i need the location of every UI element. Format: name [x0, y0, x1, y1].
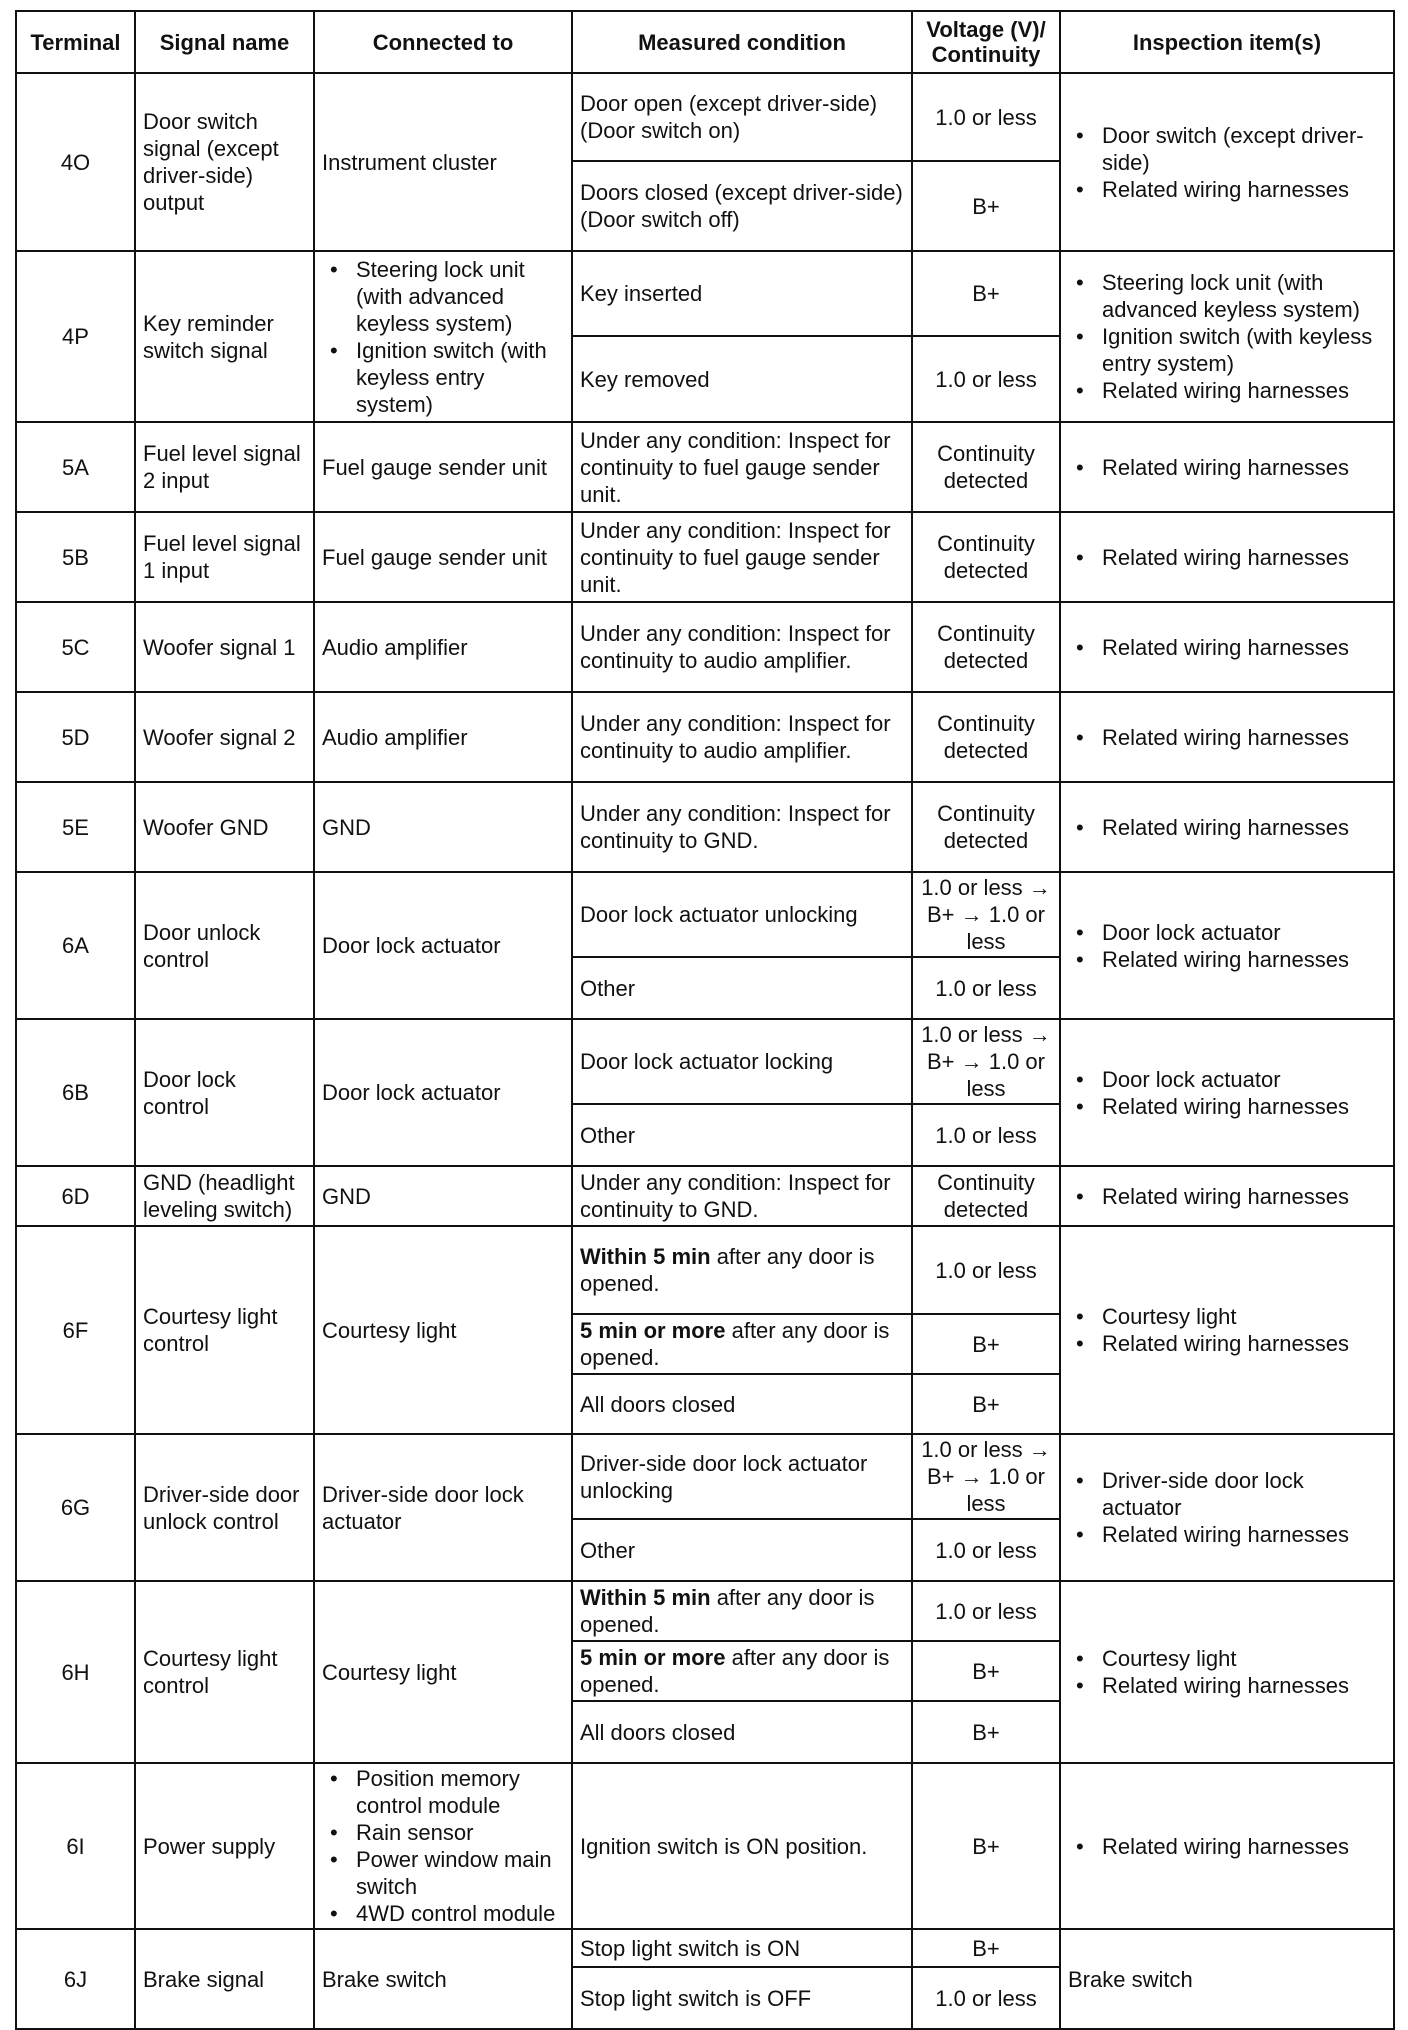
condition-bold: 5 min or more [580, 1645, 726, 1670]
measured-condition-cell [572, 1581, 912, 1641]
table-row [16, 1929, 1394, 1967]
terminal-cell: 4O [16, 73, 135, 251]
connected-to-cell: Courtesy light [314, 1226, 572, 1434]
condition-text: Under any condition: Inspect for continuity to GND. [580, 1170, 891, 1222]
inspection-item: • Related wiring harnesses [1102, 1093, 1386, 1120]
connected-to-cell: Courtesy light [314, 1581, 572, 1763]
voltage-cell: B+ [912, 1374, 1060, 1434]
voltage-cell: Continuity detected [912, 422, 1060, 512]
signal-name-cell: Fuel level signal 1 input [135, 512, 314, 602]
connected-to-cell: Door lock actuator [314, 872, 572, 1019]
voltage-cell: 1.0 or less [912, 957, 1060, 1019]
inspection-list [1068, 724, 1386, 751]
signal-name-cell: Courtesy light control [135, 1581, 314, 1763]
measured-condition-cell [572, 1434, 912, 1519]
measured-condition-cell [572, 161, 912, 251]
table-row [16, 1226, 1394, 1314]
header-measured-condition: Measured condition [572, 11, 912, 73]
terminal-cell: 4P [16, 251, 135, 422]
inspection-cell [1060, 1226, 1394, 1434]
table-row [16, 1763, 1394, 1929]
measured-condition-cell [572, 1967, 912, 2029]
condition-text: Stop light switch is ON [580, 1935, 801, 1961]
measured-condition-cell [572, 73, 912, 161]
table-row [16, 1019, 1394, 1104]
voltage-cell: 1.0 or less [912, 1967, 1060, 2029]
signal-name-cell: Woofer signal 1 [135, 602, 314, 692]
inspection-item: • Courtesy light [1102, 1645, 1386, 1672]
terminal-cell: 6D [16, 1166, 135, 1226]
voltage-cell: Continuity detected [912, 602, 1060, 692]
inspection-item: • Related wiring harnesses [1102, 1521, 1386, 1548]
condition-bold: 5 min or more [580, 1318, 726, 1343]
inspection-cell [1060, 1434, 1394, 1581]
signal-name-cell: Key reminder switch signal [135, 251, 314, 422]
inspection-item: • Related wiring harnesses [1102, 814, 1386, 841]
inspection-list [1068, 1066, 1386, 1120]
condition-text: after any door is opened. [580, 1585, 875, 1637]
measured-condition-cell [572, 1641, 912, 1701]
terminal-cell: 6G [16, 1434, 135, 1581]
inspection-cell [1060, 782, 1394, 872]
terminal-cell: 6I [16, 1763, 135, 1929]
condition-text: Ignition switch is ON position. [580, 1833, 868, 1859]
condition-bold: Within 5 min [580, 1585, 711, 1610]
voltage-cell: B+ [912, 1641, 1060, 1701]
terminal-cell: 6B [16, 1019, 135, 1166]
connected-to-cell: GND [314, 1166, 572, 1226]
inspection-cell [1060, 422, 1394, 512]
signal-name-cell: Driver-side door unlock control [135, 1434, 314, 1581]
voltage-cell: Continuity detected [912, 692, 1060, 782]
measured-condition-cell [572, 1226, 912, 1314]
inspection-item: • Related wiring harnesses [1102, 1672, 1386, 1699]
measured-condition-cell [572, 1314, 912, 1374]
condition-text: Driver-side door lock actuator unlocking [580, 1450, 868, 1503]
voltage-cell: B+ [912, 1763, 1060, 1929]
condition-text: Under any condition: Inspect for continuity to fuel gauge sender unit. [580, 427, 891, 507]
condition-text: Stop light switch is OFF [580, 1985, 812, 2011]
measured-condition-cell [572, 1104, 912, 1166]
measured-condition-cell [572, 1166, 912, 1226]
signal-name-cell: Fuel level signal 2 input [135, 422, 314, 512]
connected-to-cell: Fuel gauge sender unit [314, 512, 572, 602]
table-row [16, 73, 1394, 161]
condition-text: Other [580, 1122, 636, 1148]
header-terminal: Terminal [16, 11, 135, 73]
voltage-cell: 1.0 or less → B+ → 1.0 or less [912, 872, 1060, 957]
inspection-cell [1060, 602, 1394, 692]
inspection-cell: Brake switch [1060, 1929, 1394, 2029]
condition-text: All doors closed [580, 1719, 736, 1745]
condition-bold: Within 5 min [580, 1244, 711, 1269]
terminal-cell: 5D [16, 692, 135, 782]
voltage-cell: 1.0 or less [912, 73, 1060, 161]
inspection-list [1068, 1303, 1386, 1357]
inspection-cell [1060, 512, 1394, 602]
signal-name-cell: Woofer signal 2 [135, 692, 314, 782]
connected-to-cell: Audio amplifier [314, 602, 572, 692]
condition-text: Under any condition: Inspect for continuity to audio amplifier. [580, 621, 891, 673]
condition-text: Door open (except driver-side) (Door switch on) [580, 91, 878, 143]
inspection-item: • Steering lock unit (with advanced keyless system) [1102, 269, 1386, 323]
connected-to-list [322, 256, 564, 418]
table-row [16, 251, 1394, 336]
measured-condition-cell [572, 512, 912, 602]
inspection-list [1068, 269, 1386, 404]
voltage-cell: B+ [912, 1314, 1060, 1374]
connected-to-cell: Brake switch [314, 1929, 572, 2029]
inspection-item: • Door switch (except driver-side) [1102, 122, 1386, 176]
inspection-item: • Related wiring harnesses [1102, 377, 1386, 404]
condition-text: Under any condition: Inspect for continuity to audio amplifier. [580, 711, 891, 763]
measured-condition-cell [572, 336, 912, 422]
connected-to-item: • Steering lock unit (with advanced keyless system) [356, 256, 564, 337]
terminal-cell: 5C [16, 602, 135, 692]
connected-to-item: • 4WD control module [356, 1900, 564, 1927]
measured-condition-cell [572, 422, 912, 512]
condition-text: All doors closed [580, 1391, 736, 1417]
inspection-list [1068, 122, 1386, 203]
signal-name-cell: Door switch signal (except driver-side) output [135, 73, 314, 251]
inspection-item: • Related wiring harnesses [1102, 1833, 1386, 1860]
connected-to-item: • Rain sensor [356, 1819, 564, 1846]
header-inspection-items: Inspection item(s) [1060, 11, 1394, 73]
table-row [16, 1434, 1394, 1519]
voltage-cell: B+ [912, 1929, 1060, 1967]
signal-name-cell: GND (headlight leveling switch) [135, 1166, 314, 1226]
measured-condition-cell [572, 251, 912, 336]
voltage-cell: 1.0 or less → B+ → 1.0 or less [912, 1019, 1060, 1104]
voltage-cell: Continuity detected [912, 1166, 1060, 1226]
signal-name-cell: Power supply [135, 1763, 314, 1929]
connected-to-cell: Door lock actuator [314, 1019, 572, 1166]
inspection-cell [1060, 1581, 1394, 1763]
terminal-cell: 5A [16, 422, 135, 512]
header-voltage-continuity: Voltage (V)/ Continuity [912, 11, 1060, 73]
voltage-cell: B+ [912, 161, 1060, 251]
connected-to-cell [314, 251, 572, 422]
inspection-list [1068, 919, 1386, 973]
condition-text: after any door is opened. [580, 1318, 890, 1370]
voltage-cell: B+ [912, 1701, 1060, 1763]
terminal-cell: 5B [16, 512, 135, 602]
condition-text: Doors closed (except driver-side) (Door switch off) [580, 180, 903, 232]
condition-text: Other [580, 1537, 636, 1563]
signal-name-cell: Door unlock control [135, 872, 314, 1019]
connected-to-cell: Audio amplifier [314, 692, 572, 782]
inspection-list [1068, 1833, 1386, 1860]
table-row [16, 782, 1394, 872]
inspection-cell [1060, 1019, 1394, 1166]
signal-name-cell: Courtesy light control [135, 1226, 314, 1434]
condition-text: Under any condition: Inspect for continuity to fuel gauge sender unit. [580, 517, 891, 597]
inspection-cell [1060, 872, 1394, 1019]
signal-name-cell: Woofer GND [135, 782, 314, 872]
terminal-cell: 6J [16, 1929, 135, 2029]
voltage-cell: 1.0 or less → B+ → 1.0 or less [912, 1434, 1060, 1519]
inspection-item: • Driver-side door lock actuator [1102, 1467, 1386, 1521]
header-signal-name: Signal name [135, 11, 314, 73]
connected-to-cell: GND [314, 782, 572, 872]
connected-to-item: • Position memory control module [356, 1765, 564, 1819]
header-connected-to: Connected to [314, 11, 572, 73]
inspection-item: • Courtesy light [1102, 1303, 1386, 1330]
table-row [16, 692, 1394, 782]
measured-condition-cell [572, 692, 912, 782]
table-row [16, 1166, 1394, 1226]
condition-text: Key removed [580, 366, 710, 392]
measured-condition-cell [572, 872, 912, 957]
inspection-cell [1060, 73, 1394, 251]
condition-text: Key inserted [580, 281, 703, 306]
connected-to-cell: Instrument cluster [314, 73, 572, 251]
table-row [16, 872, 1394, 957]
measured-condition-cell [572, 1763, 912, 1929]
condition-text: Under any condition: Inspect for continuity to GND. [580, 801, 891, 853]
table-row [16, 422, 1394, 512]
measured-condition-cell [572, 782, 912, 872]
inspection-item: • Door lock actuator [1102, 1066, 1386, 1093]
connected-to-cell [314, 1763, 572, 1929]
measured-condition-cell [572, 1929, 912, 1967]
connected-to-list [322, 1765, 564, 1927]
inspection-item: • Related wiring harnesses [1102, 946, 1386, 973]
measured-condition-cell [572, 602, 912, 692]
inspection-item: • Related wiring harnesses [1102, 1330, 1386, 1357]
terminal-cell: 6A [16, 872, 135, 1019]
measured-condition-cell [572, 1701, 912, 1763]
measured-condition-cell [572, 1519, 912, 1581]
voltage-cell: Continuity detected [912, 782, 1060, 872]
inspection-item: • Door lock actuator [1102, 919, 1386, 946]
connected-to-cell: Driver-side door lock actuator [314, 1434, 572, 1581]
inspection-item: • Related wiring harnesses [1102, 1183, 1386, 1210]
voltage-cell: 1.0 or less [912, 336, 1060, 422]
table-row [16, 602, 1394, 692]
inspection-list [1068, 1645, 1386, 1699]
inspection-list [1068, 1467, 1386, 1548]
condition-text: Door lock actuator locking [580, 1049, 834, 1074]
inspection-item: • Related wiring harnesses [1102, 176, 1386, 203]
connected-to-cell: Fuel gauge sender unit [314, 422, 572, 512]
voltage-cell: 1.0 or less [912, 1519, 1060, 1581]
inspection-list [1068, 634, 1386, 661]
signal-name-cell: Door lock control [135, 1019, 314, 1166]
header-row [16, 11, 1394, 73]
connected-to-item: • Ignition switch (with keyless entry system) [356, 337, 564, 418]
terminal-cell: 6H [16, 1581, 135, 1763]
inspection-item: • Related wiring harnesses [1102, 544, 1386, 571]
voltage-cell: 1.0 or less [912, 1104, 1060, 1166]
inspection-cell [1060, 692, 1394, 782]
inspection-list [1068, 544, 1386, 571]
inspection-cell [1060, 251, 1394, 422]
table-row [16, 512, 1394, 602]
inspection-item: • Related wiring harnesses [1102, 634, 1386, 661]
inspection-list [1068, 454, 1386, 481]
voltage-cell: 1.0 or less [912, 1581, 1060, 1641]
inspection-item: • Related wiring harnesses [1102, 454, 1386, 481]
inspection-cell [1060, 1763, 1394, 1929]
terminal-cell: 6F [16, 1226, 135, 1434]
condition-text: after any door is opened. [580, 1244, 875, 1296]
voltage-cell: B+ [912, 251, 1060, 336]
condition-text: Door lock actuator unlocking [580, 902, 858, 927]
inspection-cell [1060, 1166, 1394, 1226]
measured-condition-cell [572, 1374, 912, 1434]
measured-condition-cell [572, 957, 912, 1019]
condition-text: after any door is opened. [580, 1645, 890, 1697]
measured-condition-cell [572, 1019, 912, 1104]
connected-to-item: • Power window main switch [356, 1846, 564, 1900]
voltage-cell: Continuity detected [912, 512, 1060, 602]
inspection-item: • Related wiring harnesses [1102, 724, 1386, 751]
inspection-list [1068, 814, 1386, 841]
signal-name-cell: Brake signal [135, 1929, 314, 2029]
voltage-cell: 1.0 or less [912, 1226, 1060, 1314]
table-row [16, 1581, 1394, 1641]
inspection-item: • Ignition switch (with keyless entry system) [1102, 323, 1386, 377]
terminal-cell: 5E [16, 782, 135, 872]
condition-text: Other [580, 975, 636, 1001]
terminal-inspection-table [15, 10, 1395, 2030]
inspection-list [1068, 1183, 1386, 1210]
